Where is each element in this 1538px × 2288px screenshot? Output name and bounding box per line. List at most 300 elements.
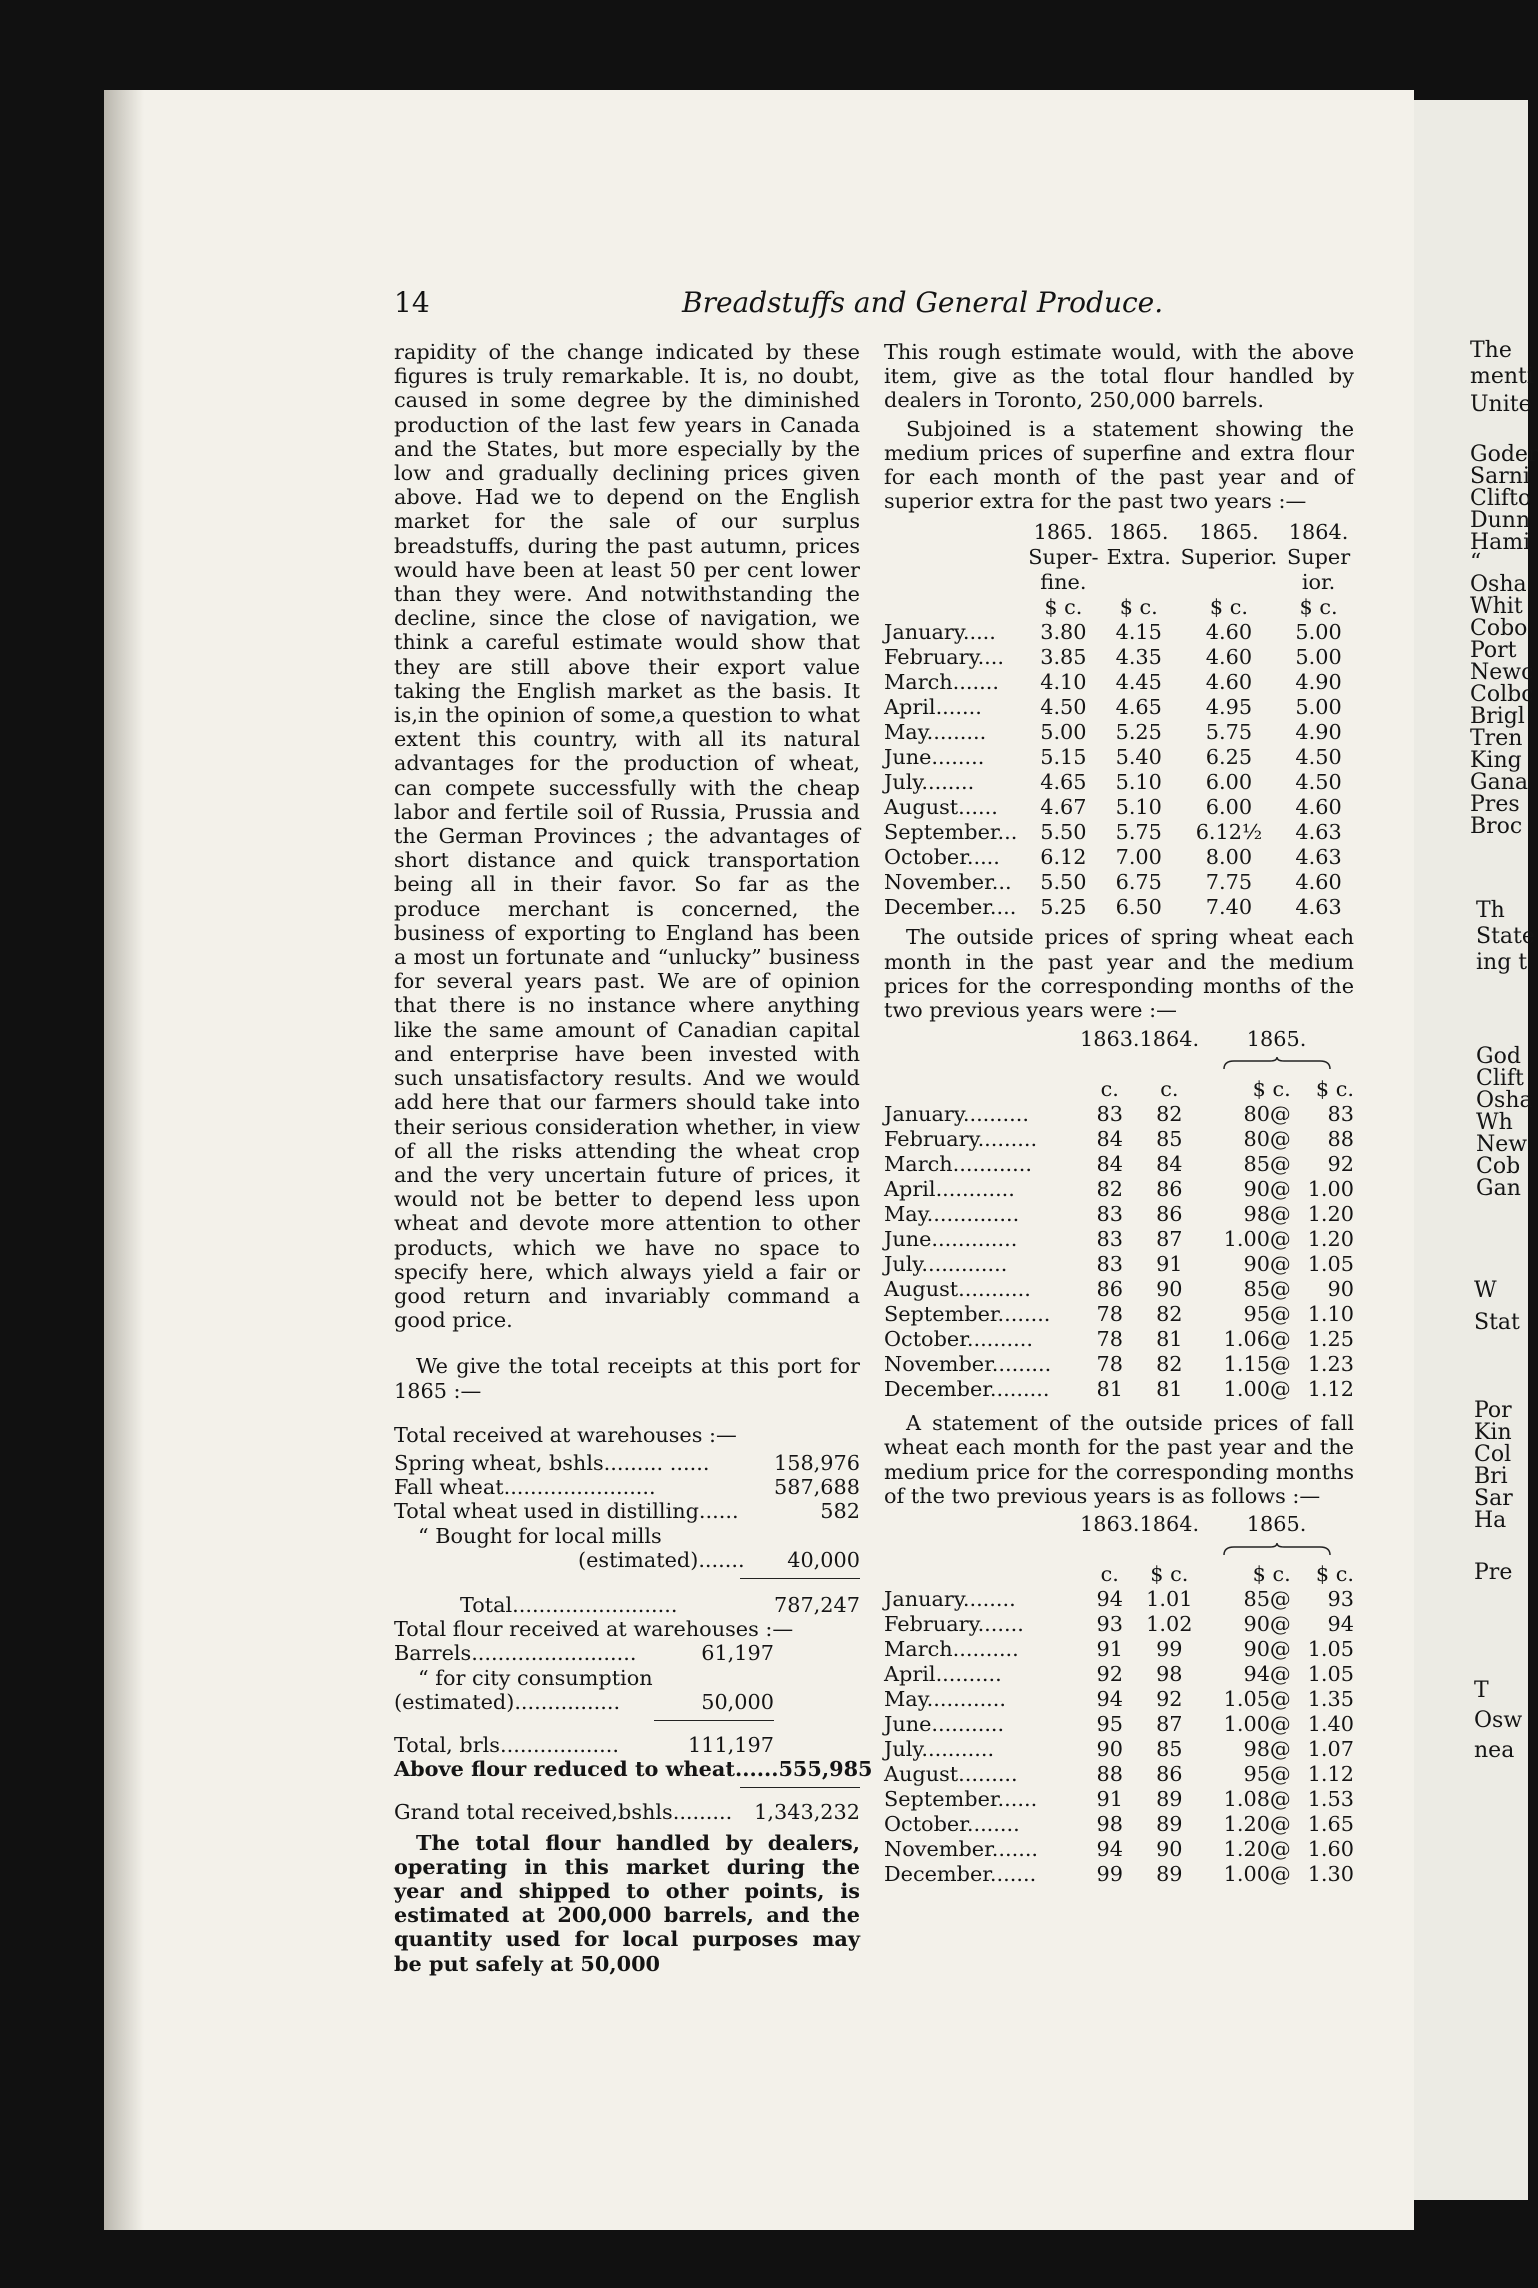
brace-icon [1222,1543,1332,1557]
adjacent-page-fragment: God [1476,1044,1521,1069]
table-row [884,794,1354,819]
value-cell: 1.20@ [1223,1812,1291,1837]
table-row [884,1201,1354,1226]
brls-row [394,1733,774,1757]
value-cell: 93 [1327,1587,1354,1612]
unit-header: $ c. [1252,1562,1291,1587]
value-cell: 4.65 [1040,769,1087,794]
value-cell: 90@ [1243,1637,1291,1662]
above-flour-row [394,1756,873,1782]
receipts-rows [394,1451,860,1524]
month-cell: March............ [884,1151,1033,1176]
value-cell: 82 [1156,1351,1183,1376]
table-row [884,644,1354,669]
left-paragraph-3: The total flour handled by dealers, operating in this market during the year and shipped to other points, is estimated at 200,000 barrels, and the quantity used for local purposes may be put safely at 50,000 [394,1829,860,1976]
table-row [884,669,1354,694]
grand-total-row [394,1800,860,1824]
table-row [884,1637,1354,1662]
value-cell: 87 [1156,1712,1183,1737]
value-cell: 80@ [1243,1101,1291,1126]
table-header-row [884,519,1354,544]
value-cell: 90 [1156,1276,1183,1301]
bought-value: 40,000 [787,1547,860,1572]
unit-header: $ c. [1119,594,1158,619]
value-cell: 1.00@ [1223,1862,1291,1887]
city-line-1: “ for city consumption [418,1665,653,1690]
adjacent-page-fragment: State [1476,924,1535,949]
adjacent-page-fragment: King [1470,748,1522,773]
bought-row [394,1548,860,1572]
above-flour-value: 555,985 [778,1756,873,1782]
unit-header: $ c. [1315,1562,1354,1587]
value-cell: 81 [1156,1326,1183,1351]
value-cell: 88 [1096,1762,1123,1787]
month-cell: February......... [884,1126,1038,1151]
barrels-label: Barrels......................... [394,1641,637,1666]
value-cell: 98 [1156,1662,1183,1687]
month-cell: December.... [884,894,1017,919]
table-brace-row [884,1051,1354,1076]
table-row [884,1612,1354,1637]
page-number: 14 [394,286,430,319]
value-cell: 93 [1096,1612,1123,1637]
value-cell: 89 [1156,1862,1183,1887]
receipt-value: 582 [820,1499,860,1524]
grand-total-label: Grand total received,bshls......... [394,1800,733,1825]
table-row [884,1662,1354,1687]
month-cell: June............. [884,1226,1018,1251]
month-cell: January..... [884,619,996,644]
table-units-row [884,1562,1354,1587]
unit-header: $ c. [1252,1076,1291,1101]
sum-rule [654,1720,774,1721]
total-row [394,1593,860,1617]
value-cell: 99 [1096,1862,1123,1887]
value-cell: 5.50 [1040,819,1087,844]
sum-rule [740,1578,860,1579]
left-column [394,340,873,1976]
adjacent-page-fragment: Whit [1470,594,1523,619]
value-cell: 78 [1096,1351,1123,1376]
receipt-label: Total wheat used in distilling...... [394,1499,739,1524]
adjacent-page-fragment: Clifto [1470,486,1532,511]
month-cell: April....... [884,694,982,719]
value-cell: 1.20@ [1223,1837,1291,1862]
adjacent-page-fragment: nea [1474,1738,1515,1763]
table-row [884,1176,1354,1201]
adjacent-page-fragment: Port [1470,638,1517,663]
total-label: Total......................... [460,1592,678,1617]
table-units-row [884,1076,1354,1101]
value-cell: 3.85 [1040,644,1087,669]
month-cell: June........... [884,1712,1005,1737]
value-cell: 4.60 [1295,794,1342,819]
value-cell: 85 [1156,1126,1183,1151]
year-header: 1865. [1108,519,1169,544]
value-cell: 4.50 [1295,744,1342,769]
table-row [884,719,1354,744]
receipt-label: Fall wheat....................... [394,1475,656,1500]
receipt-value: 587,688 [773,1475,860,1500]
table-row [884,844,1354,869]
value-cell: 92 [1156,1687,1183,1712]
table-units-row [884,594,1354,619]
value-cell: 1.20 [1307,1201,1354,1226]
adjacent-page-fragment: Tren [1470,726,1523,751]
grade-header: Super- [1028,544,1099,569]
value-cell: 5.10 [1115,769,1162,794]
year-header: 1863. [1080,1512,1140,1537]
value-cell: 5.40 [1115,744,1162,769]
table-row [884,1251,1354,1276]
table-header-row [884,1026,1354,1051]
value-cell: 98@ [1243,1737,1291,1762]
value-cell: 86 [1156,1762,1183,1787]
value-cell: 7.00 [1115,844,1162,869]
value-cell: 89 [1156,1787,1183,1812]
adjacent-page-fragment: Hami [1470,530,1531,555]
adjacent-page-fragment: Gana [1470,770,1528,795]
value-cell: 91 [1156,1251,1183,1276]
table-row [884,1762,1354,1787]
value-cell: 5.00 [1040,719,1087,744]
table-row [884,1787,1354,1812]
value-cell: 4.95 [1205,694,1253,719]
year-header: 1864. [1288,519,1349,544]
value-cell: 6.50 [1115,894,1162,919]
value-cell: 4.67 [1040,794,1087,819]
left-paragraph-1: rapidity of the change indicated by these figures is truly remarkable. It is, no doubt, caused in some degree by the diminished production of the last few years in Canada and the States, but more especially by the low and gradually declining prices given above. Had we to depend on the English market for the sale of our surplus breadstuffs, during the past autumn, prices would have been at least 50 per cent lower than they were. And notwithstanding the decline, since the close of navigation, we think a careful estimate would show that they are still above their export value taking the English market as the basis. It is,in the opinion of some,a question to what extent this country, with all its natural advantages for the production of wheat, can compete successfully with the cheap labor and fertile soil of Russia, Prussia and the German Provinces ; the advantages of short distance and quick transportation being all in their favor. So far as the produce merchant is concerned, the business of exporting to England has been a most un fortunate and “unlucky” business for several years past. We are of opinion that there is no instance where anything like the same amount of Canadian capital and enterprise have been invested with such unsatisfactory results. And we would add here that our farmers should take into their serious consideration whether, in view of all the risks attending the wheat crop and the very uncertain future of prices, it would not be better to depend less upon wheat and devote more attention to other products, which we have no space to specify here, which always yield a fair or good return and invariably command a good price. [394,340,860,1333]
spring-wheat-table [884,1026,1354,1401]
month-cell: April............ [884,1176,1015,1201]
value-cell: 1.07 [1307,1737,1354,1762]
value-cell: 83 [1096,1101,1123,1126]
adjacent-page-fragment: Wh [1476,1110,1513,1135]
fall-wheat-table [884,1512,1354,1887]
table-row [884,744,1354,769]
value-cell: 1.06@ [1223,1326,1291,1351]
value-cell: 86 [1156,1201,1183,1226]
value-cell: 1.12 [1307,1376,1354,1401]
table-row [884,694,1354,719]
value-cell: 83 [1327,1101,1354,1126]
value-cell: 1.60 [1307,1837,1354,1862]
right-paragraph-3: The outside prices of spring wheat each month in the past year and the medium prices for the corresponding months of the two previous years were :— [884,925,1354,1023]
city-row [394,1690,774,1714]
table-row [884,1276,1354,1301]
adjacent-page-fragment: Gan [1476,1176,1521,1201]
right-paragraph-2: Subjoined is a statement showing the medium prices of superfine and extra flour for each month of the past year and of superior extra for the past two years :— [884,416,1354,514]
value-cell: 1.00@ [1223,1226,1291,1251]
adjacent-page-fragment: Osha [1470,572,1527,597]
adjacent-page-fragment: Sar [1474,1486,1513,1511]
adjacent-page-fragment: Brigl [1470,704,1525,729]
right-column [884,340,1354,1887]
grade-header [1103,569,1175,594]
value-cell: 85@ [1243,1587,1291,1612]
month-cell: May......... [884,719,987,744]
total-value: 787,247 [773,1592,860,1617]
grade-header: fine. [1040,569,1087,594]
year-header: 1865. [1246,1026,1307,1051]
adjacent-page-strip [1414,100,1538,2200]
adjacent-page-fragment: T [1474,1678,1489,1703]
table-header-row [884,544,1354,569]
unit-header: $ c. [1315,1076,1354,1101]
flour-table-body [884,619,1354,919]
fall-table-body [884,1587,1354,1887]
value-cell: 1.00 [1307,1176,1354,1201]
barrels-row [394,1641,774,1665]
table-row [884,1587,1354,1612]
value-cell: 5.25 [1115,719,1162,744]
month-cell: January........ [884,1587,1016,1612]
sum-rule [740,1787,860,1788]
value-cell: 1.25 [1307,1326,1354,1351]
adjacent-page-fragment: Col [1474,1442,1512,1467]
adjacent-page-fragment: ing t [1476,950,1528,975]
adjacent-page-fragment: Osw [1474,1708,1523,1733]
value-cell: 6.12 [1040,844,1087,869]
value-cell: 82 [1096,1176,1123,1201]
month-cell: September...... [884,1787,1038,1812]
table-row [884,1376,1354,1401]
value-cell: 87 [1156,1226,1183,1251]
adjacent-page-fragment: menti [1470,364,1534,389]
value-cell: 81 [1096,1376,1123,1401]
value-cell: 98 [1096,1812,1123,1837]
month-cell: October..... [884,844,1000,869]
adjacent-page-fragment: Cob [1476,1154,1521,1179]
month-cell: November......... [884,1351,1052,1376]
month-cell: November....... [884,1837,1039,1862]
adjacent-page-fragment: W [1474,1278,1497,1303]
table-row [884,1837,1354,1862]
month-cell: August........... [884,1276,1031,1301]
grade-header: Super [1286,544,1351,569]
value-cell: 84 [1096,1151,1123,1176]
value-cell: 6.00 [1205,794,1253,819]
value-cell: 4.45 [1115,669,1162,694]
value-cell: 94@ [1243,1662,1291,1687]
receipt-row [394,1475,860,1499]
value-cell: 95 [1096,1712,1123,1737]
value-cell: 82 [1156,1301,1183,1326]
month-cell: July........... [884,1737,995,1762]
value-cell: 1.15@ [1223,1351,1291,1376]
value-cell: 94 [1096,1687,1123,1712]
flour-heading: Total flour received at warehouses :— [394,1617,794,1642]
month-cell: May............ [884,1687,1007,1712]
adjacent-page-fragment: Kin [1474,1420,1512,1445]
value-cell: 86 [1096,1276,1123,1301]
page-gutter-shadow [104,90,144,2230]
adjacent-page-fragment: Bri [1474,1464,1508,1489]
unit-header: $ c. [1299,594,1338,619]
value-cell: 4.65 [1115,694,1162,719]
month-cell: March....... [884,669,999,694]
value-cell: 1.65 [1307,1812,1354,1837]
value-cell: 1.35 [1307,1687,1354,1712]
value-cell: 82 [1156,1101,1183,1126]
adjacent-page-fragment: Pres [1470,792,1520,817]
table-header-row [884,1512,1354,1537]
value-cell: 4.35 [1115,644,1162,669]
city-label: (estimated)................ [394,1689,621,1714]
year-header: 1863. [1080,1026,1140,1051]
brls-value: 111,197 [687,1732,774,1757]
value-cell: 95@ [1243,1762,1291,1787]
value-cell: 1.00@ [1223,1712,1291,1737]
value-cell: 89 [1156,1812,1183,1837]
receipt-row [394,1499,860,1523]
table-row [884,769,1354,794]
adjacent-page-fragment: Goder [1470,442,1538,467]
value-cell: 1.20 [1307,1226,1354,1251]
table-row [884,1126,1354,1151]
value-cell: 4.10 [1040,669,1087,694]
value-cell: 85@ [1243,1151,1291,1176]
value-cell: 83 [1096,1251,1123,1276]
month-cell: August......... [884,1762,1018,1787]
bought-line-1: “ Bought for local mills [418,1523,662,1548]
adjacent-page-fragment: New [1476,1132,1528,1157]
value-cell: 4.60 [1205,644,1253,669]
value-cell: 94 [1096,1837,1123,1862]
value-cell: 86 [1156,1176,1183,1201]
year-header: 1864. [1139,1512,1200,1537]
adjacent-page-fragment: Clift [1476,1066,1524,1091]
value-cell: 83 [1096,1226,1123,1251]
month-cell: February....... [884,1612,1024,1637]
value-cell: 5.25 [1040,894,1087,919]
grade-header: Superior. [1180,544,1278,569]
value-cell: 81 [1156,1376,1183,1401]
adjacent-page-fragment: Por [1474,1398,1512,1423]
value-cell: 99 [1156,1637,1183,1662]
month-cell: July........ [884,769,975,794]
table-row [884,1737,1354,1762]
value-cell: 1.02 [1146,1612,1193,1637]
value-cell: 4.90 [1295,719,1342,744]
right-paragraph-1: This rough estimate would, with the above item, give as the total flour handled by dealers in Toronto, 250,000 barrels. [884,340,1354,413]
table-row [884,1151,1354,1176]
unit-header: $ c. [1044,594,1083,619]
adjacent-page-fragment: Newc [1470,660,1534,685]
value-cell: 5.75 [1115,819,1162,844]
value-cell: 1.05@ [1223,1687,1291,1712]
month-cell: March.......... [884,1637,1019,1662]
adjacent-page-fragment: Unite [1470,392,1532,417]
value-cell: 4.60 [1205,669,1253,694]
table-row [884,819,1354,844]
table-header-row [884,569,1354,594]
unit-header: c. [1160,1076,1179,1101]
value-cell: 7.75 [1205,869,1253,894]
month-cell: February.... [884,644,1005,669]
value-cell: 91 [1096,1787,1123,1812]
value-cell: 90@ [1243,1251,1291,1276]
value-cell: 4.60 [1205,619,1253,644]
value-cell: 4.63 [1295,819,1342,844]
value-cell: 90 [1096,1737,1123,1762]
grade-header: Extra. [1106,544,1171,569]
value-cell: 90@ [1243,1612,1291,1637]
month-cell: August...... [884,794,998,819]
spring-table-body [884,1101,1354,1401]
value-cell: 85 [1156,1737,1183,1762]
month-cell: June........ [884,744,985,769]
left-paragraph-2: We give the total receipts at this port for 1865 :— [394,1354,860,1403]
adjacent-page-fragment: Pre [1474,1560,1513,1585]
value-cell: 1.10 [1307,1301,1354,1326]
table-row [884,1101,1354,1126]
adjacent-page-fragment: Th [1476,898,1505,923]
value-cell: 80@ [1243,1126,1291,1151]
adjacent-page-fragment: Ha [1474,1508,1507,1533]
value-cell: 90 [1156,1837,1183,1862]
month-cell: December......... [884,1376,1050,1401]
value-cell: 78 [1096,1326,1123,1351]
adjacent-page-fragment: Stat [1474,1310,1520,1335]
table-row [884,869,1354,894]
value-cell: 5.10 [1115,794,1162,819]
running-title: Breadstuffs and General Produce. [682,286,1164,319]
value-cell: 98@ [1243,1201,1291,1226]
value-cell: 4.63 [1295,894,1342,919]
year-header: 1864. [1139,1026,1200,1051]
value-cell: 4.63 [1295,844,1342,869]
value-cell: 85@ [1243,1276,1291,1301]
table-row [884,1812,1354,1837]
value-cell: 4.15 [1115,619,1162,644]
value-cell: 91 [1096,1637,1123,1662]
adjacent-page-fragment: Colbc [1470,682,1534,707]
adjacent-page-fragment: Osha [1476,1088,1533,1113]
value-cell: 4.60 [1295,869,1342,894]
month-cell: October........ [884,1812,1020,1837]
value-cell: 6.25 [1205,744,1253,769]
month-cell: November... [884,869,1012,894]
month-cell: September... [884,819,1018,844]
value-cell: 3.80 [1040,619,1087,644]
value-cell: 92 [1096,1662,1123,1687]
flour-price-table [884,519,1354,919]
unit-header: $ c. [1150,1562,1189,1587]
table-row [884,894,1354,919]
year-header: 1865. [1033,519,1094,544]
receipt-label: Spring wheat, bshls......... ...... [394,1450,710,1475]
value-cell: 90 [1327,1276,1354,1301]
adjacent-page-fragment: Dunn [1470,508,1531,533]
value-cell: 88 [1327,1126,1354,1151]
adjacent-page-fragment: Broc [1470,814,1523,839]
value-cell: 5.15 [1040,744,1087,769]
receipts-heading: Total received at warehouses :— [394,1422,737,1447]
value-cell: 5.00 [1295,644,1342,669]
receipt-value: 158,976 [773,1450,860,1475]
table-row [884,619,1354,644]
value-cell: 1.00@ [1223,1376,1291,1401]
value-cell: 1.05 [1307,1251,1354,1276]
month-cell: July............. [884,1251,1008,1276]
table-row [884,1862,1354,1887]
value-cell: 1.05 [1307,1637,1354,1662]
unit-header: c. [1100,1562,1119,1587]
value-cell: 7.40 [1205,894,1253,919]
value-cell: 5.00 [1295,619,1342,644]
adjacent-page-fragment: Cobo [1470,616,1528,641]
